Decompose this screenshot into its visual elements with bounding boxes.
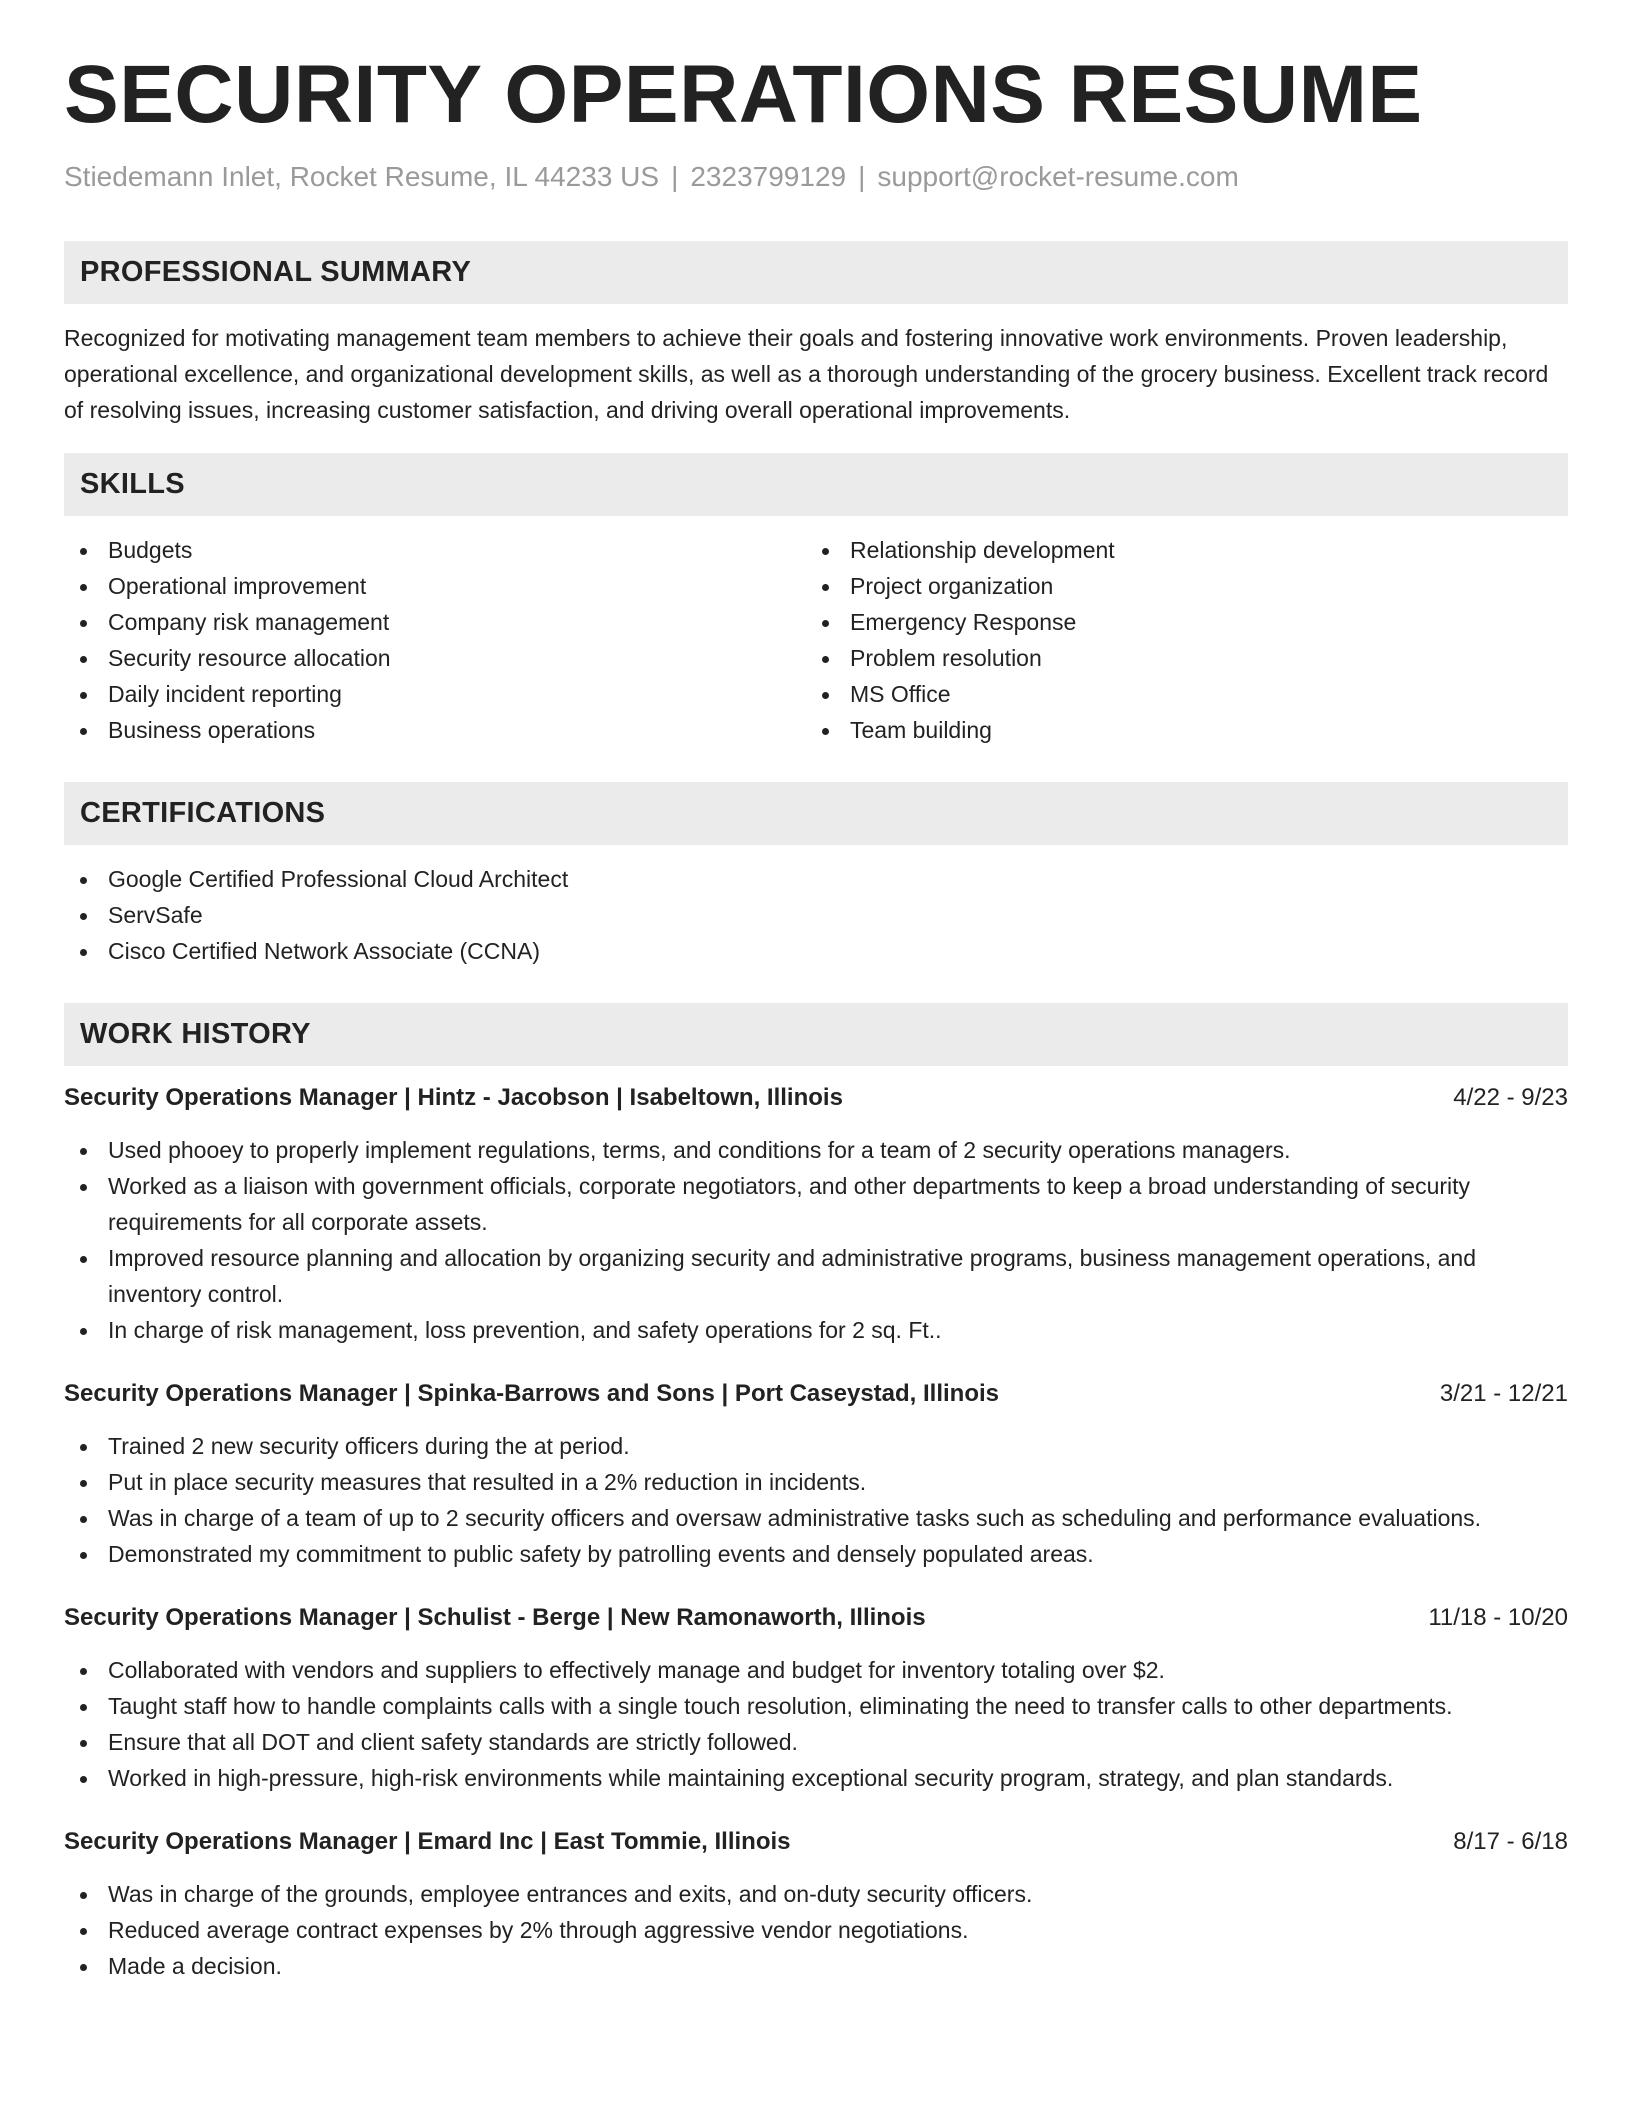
summary-text: Recognized for motivating management team members to achieve their goals and fostering innovative work environments. Proven leadership, operational excellence, and organizational development skills, as well as a thorough understanding of the grocery business. Excellent track record of resolving issues, increasing customer satisfaction, and driving overall operational improvements.: [64, 324, 1549, 423]
skill-item: Budgets: [64, 532, 806, 568]
job-bullet: Was in charge of a team of up to 2 security officers and oversaw administrative tasks such as scheduling and performance evaluations.: [64, 1500, 1568, 1536]
job-title: Security Operations Manager | Hintz - Jacobson | Isabeltown, Illinois: [64, 1083, 843, 1111]
skill-item: Problem resolution: [806, 640, 1548, 676]
contact-phone: 2323799129: [690, 161, 847, 193]
skill-item: Team building: [806, 712, 1548, 748]
skill-item: Company risk management: [64, 604, 806, 640]
skill-item: Relationship development: [806, 532, 1548, 568]
job-bullet: Worked as a liaison with government officials, corporate negotiators, and other departments to keep a broad understanding of security requirements for all corporate assets.: [64, 1168, 1568, 1240]
job-bullets: [64, 1876, 1568, 1984]
summary-section-header: [64, 241, 1568, 304]
job-bullets: [64, 1428, 1568, 1572]
job-bullet: Ensure that all DOT and client safety standards are strictly followed.: [64, 1724, 1568, 1760]
job-entry: [64, 1080, 1568, 1348]
job-dates: 3/21 - 12/21: [1439, 1379, 1568, 1407]
job-bullet: Was in charge of the grounds, employee entrances and exits, and on-duty security officers.: [64, 1876, 1568, 1912]
summary-heading: PROFESSIONAL SUMMARY: [80, 255, 472, 288]
skill-item: MS Office: [806, 676, 1548, 712]
job-entry: [64, 1824, 1568, 1984]
job-title: Security Operations Manager | Spinka-Barrows and Sons | Port Caseystad, Illinois: [64, 1379, 1000, 1407]
certifications-list: [64, 861, 1568, 969]
job-bullet: Made a decision.: [64, 1948, 1568, 1984]
job-dates: 4/22 - 9/23: [1453, 1083, 1568, 1111]
certification-item: Cisco Certified Network Associate (CCNA): [64, 933, 1568, 969]
job-bullet: Improved resource planning and allocation by organizing security and administrative programs, business management operations, and inventory control.: [64, 1240, 1568, 1312]
skill-item: Business operations: [64, 712, 806, 748]
job-header: [64, 1376, 1568, 1412]
job-header: [64, 1080, 1568, 1116]
skill-item: Operational improvement: [64, 568, 806, 604]
job-bullet: Reduced average contract expenses by 2% through aggressive vendor negotiations.: [64, 1912, 1568, 1948]
job-title: Security Operations Manager | Schulist - Berge | New Ramonaworth, Illinois: [64, 1603, 926, 1631]
contact-separator: |: [671, 161, 679, 193]
job-entry: [64, 1376, 1568, 1572]
certification-item: Google Certified Professional Cloud Architect: [64, 861, 1568, 897]
job-bullet: Demonstrated my commitment to public safety by patrolling events and densely populated areas.: [64, 1536, 1568, 1572]
job-bullet: Put in place security measures that resulted in a 2% reduction in incidents.: [64, 1464, 1568, 1500]
skill-item: Daily incident reporting: [64, 676, 806, 712]
contact-address: Stiedemann Inlet, Rocket Resume, IL 44233 US: [64, 161, 660, 193]
contact-separator: |: [858, 161, 866, 193]
skills-column-right: [806, 532, 1548, 748]
work-history-heading: WORK HISTORY: [80, 1017, 311, 1050]
skill-item: Project organization: [806, 568, 1548, 604]
job-bullets: [64, 1652, 1568, 1796]
job-dates: 8/17 - 6/18: [1453, 1827, 1568, 1855]
certifications-heading: CERTIFICATIONS: [80, 796, 326, 829]
job-dates: 11/18 - 10/20: [1428, 1603, 1568, 1631]
certification-item: ServSafe: [64, 897, 1568, 933]
job-bullet: Collaborated with vendors and suppliers to effectively manage and budget for inventory totaling over $2.: [64, 1652, 1568, 1688]
skill-item: Emergency Response: [806, 604, 1548, 640]
job-bullet: Used phooey to properly implement regulations, terms, and conditions for a team of 2 security operations managers.: [64, 1132, 1568, 1168]
job-entry: [64, 1600, 1568, 1796]
skills-section-header: [64, 453, 1568, 516]
skills-heading: SKILLS: [80, 467, 185, 500]
job-bullet: In charge of risk management, loss prevention, and safety operations for 2 sq. Ft..: [64, 1312, 1568, 1348]
resume-title: SECURITY OPERATIONS RESUME: [64, 49, 1423, 140]
job-header: [64, 1824, 1568, 1860]
skill-item: Security resource allocation: [64, 640, 806, 676]
contact-email: support@rocket-resume.com: [877, 161, 1239, 193]
job-title: Security Operations Manager | Emard Inc | East Tommie, Illinois: [64, 1827, 791, 1855]
certifications-section-header: [64, 782, 1568, 845]
job-bullets: [64, 1132, 1568, 1348]
job-bullet: Trained 2 new security officers during the at period.: [64, 1428, 1568, 1464]
skills-column-left: [64, 532, 806, 748]
job-bullet: Worked in high-pressure, high-risk environments while maintaining exceptional security program, strategy, and plan standards.: [64, 1760, 1568, 1796]
skills-list: [64, 532, 1568, 748]
contact-line: [64, 160, 1568, 194]
job-bullet: Taught staff how to handle complaints calls with a single touch resolution, eliminating the need to transfer calls to other departments.: [64, 1688, 1568, 1724]
work-history-section-header: [64, 1003, 1568, 1066]
job-header: [64, 1600, 1568, 1636]
